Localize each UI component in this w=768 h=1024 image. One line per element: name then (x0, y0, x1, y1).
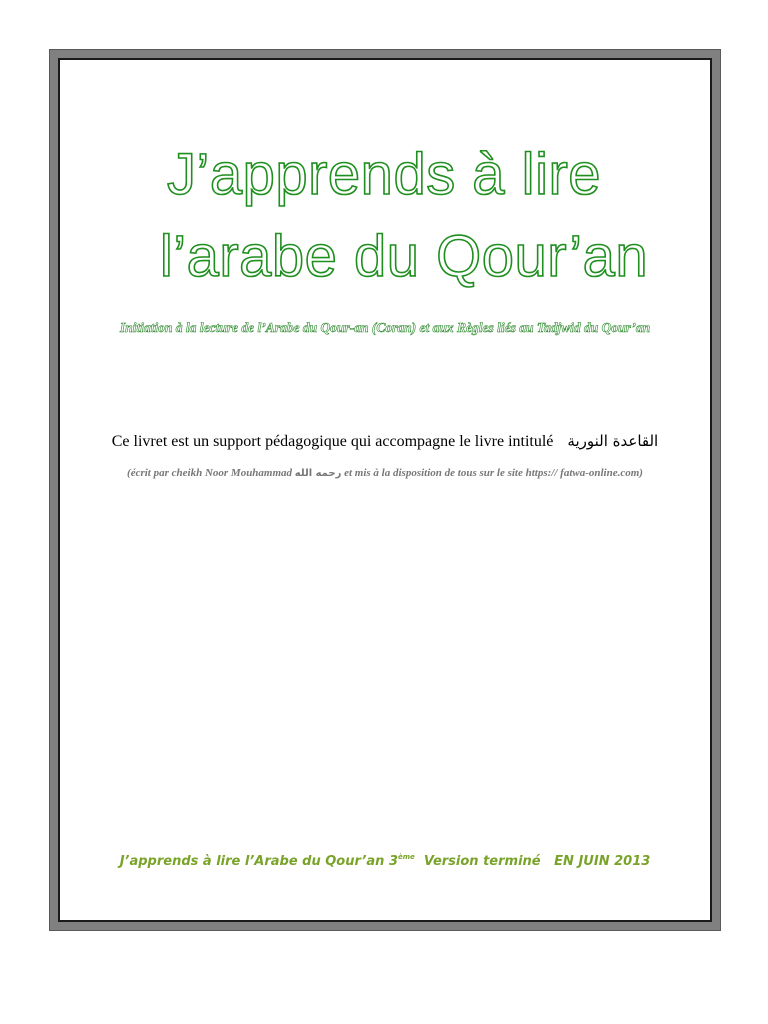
credit-arabic: رحمه الله (294, 468, 342, 479)
footer-text-after: Version terminé EN JUIN 2013 (414, 854, 651, 869)
intro-text: Ce livret est un support pédagogique qui accompagne le livre intitulé (111, 433, 554, 450)
footer-version-line (58, 853, 712, 869)
title-line-2: l’arabe du Qour’an (159, 224, 649, 289)
intro-line (58, 432, 712, 451)
subtitle: Initiation à la lecture de l’Arabe du Qour-an (Coran) et aux Règles liés au Tadjwid du Qour’an (119, 320, 651, 335)
intro-arabic-title: القاعدة النورية (567, 432, 659, 450)
credit-after: et mis à la disposition de tous sur le site https:// fatwa-online.com) (344, 467, 643, 479)
credit-line (58, 467, 712, 479)
footer-superscript: ème (397, 853, 415, 861)
title-line-1: J’apprends à lire (166, 142, 602, 207)
credit-before: (écrit par cheikh Noor Mouhammad (127, 467, 293, 479)
footer-text-before: J’apprends à lire l’Arabe du Qour’an 3 (119, 854, 398, 869)
